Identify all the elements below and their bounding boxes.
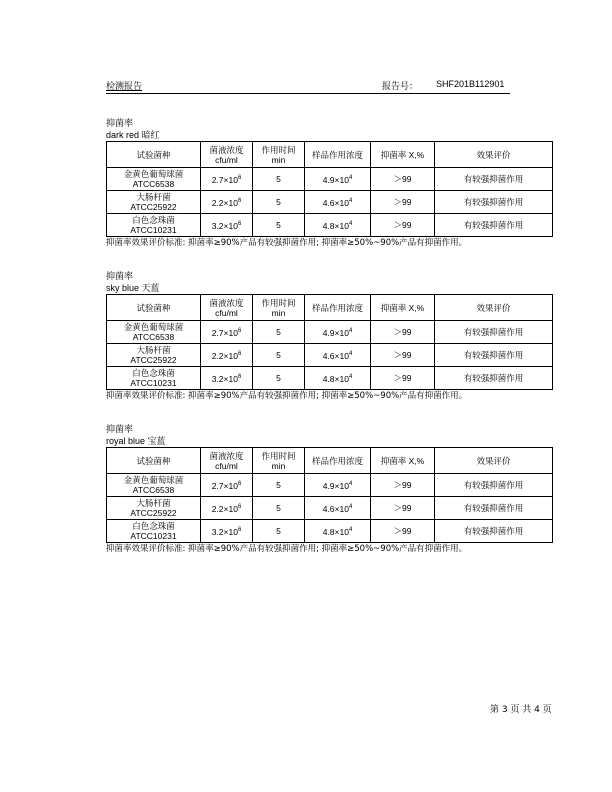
- strain-cell: 金黄色葡萄球菌 ATCC6538: [107, 321, 201, 344]
- concentration-cell: [201, 214, 253, 237]
- rate-cell: ＞99: [371, 497, 435, 520]
- report-title: 检测报告: [106, 82, 143, 92]
- column-header-rate: 抑菌率 X,%: [371, 142, 435, 168]
- rate-cell: ＞99: [371, 214, 435, 237]
- column-header-sample-concentration: 样品作用浓度: [305, 142, 371, 168]
- concentration-base: 3.2×10: [211, 220, 238, 231]
- time-cell: 5: [253, 321, 305, 344]
- table-header-row: [107, 448, 553, 474]
- antibacterial-table: [106, 294, 553, 390]
- evaluation-standard-note: 抑菌率效果评价标准: 抑菌率≥90%产品有较强抑菌作用; 抑菌率≥50%~90%产品有抑菌作用。: [106, 238, 468, 248]
- table-row: [107, 367, 553, 390]
- sample-concentration-exponent: 4: [348, 198, 353, 205]
- sample-color-name: royal blue 宝蓝: [106, 436, 166, 446]
- time-cell: 5: [253, 474, 305, 497]
- sample-concentration-base: 4.9×10: [322, 174, 349, 185]
- sample-concentration-base: 4.8×10: [322, 373, 349, 384]
- concentration-base: 3.2×10: [211, 526, 238, 537]
- column-header-concentration: 菌液浓度 cfu/ml: [201, 448, 253, 474]
- sample-concentration-base: 4.6×10: [322, 503, 349, 514]
- antibacterial-table: [106, 447, 553, 543]
- concentration-base: 2.2×10: [211, 503, 238, 514]
- sample-color-name: dark red 暗红: [106, 130, 160, 140]
- concentration-cell: [201, 497, 253, 520]
- concentration-base: 2.7×10: [211, 327, 238, 338]
- evaluation-cell: 有较强抑菌作用: [435, 520, 553, 543]
- sample-concentration-cell: [305, 321, 371, 344]
- sample-concentration-exponent: 4: [348, 481, 353, 488]
- column-header-sample-concentration: 样品作用浓度: [305, 295, 371, 321]
- strain-cell: 大肠杆菌 ATCC25922: [107, 191, 201, 214]
- column-header-rate: 抑菌率 X,%: [371, 295, 435, 321]
- time-cell: 5: [253, 344, 305, 367]
- time-cell: 5: [253, 520, 305, 543]
- concentration-exponent: 6: [237, 328, 242, 335]
- sample-concentration-exponent: 4: [348, 351, 353, 358]
- sample-concentration-exponent: 4: [348, 374, 353, 381]
- table-row: [107, 168, 553, 191]
- concentration-base: 2.7×10: [211, 174, 238, 185]
- column-header-concentration: 菌液浓度 cfu/ml: [201, 142, 253, 168]
- sample-concentration-exponent: 4: [348, 175, 353, 182]
- column-header-strain: 试验菌种: [107, 448, 201, 474]
- evaluation-cell: 有较强抑菌作用: [435, 191, 553, 214]
- evaluation-cell: 有较强抑菌作用: [435, 474, 553, 497]
- strain-cell: 白色念珠菌 ATCC10231: [107, 520, 201, 543]
- column-header-sample-concentration: 样品作用浓度: [305, 448, 371, 474]
- report-number-label: 报告号：: [382, 82, 419, 92]
- strain-cell: 大肠杆菌 ATCC25922: [107, 497, 201, 520]
- section-title: 抑菌率: [106, 425, 134, 435]
- concentration-base: 3.2×10: [211, 373, 238, 384]
- rate-cell: ＞99: [371, 474, 435, 497]
- rate-cell: ＞99: [371, 367, 435, 390]
- sample-concentration-cell: [305, 168, 371, 191]
- column-header-evaluation: 效果评价: [435, 295, 553, 321]
- evaluation-cell: 有较强抑菌作用: [435, 321, 553, 344]
- evaluation-cell: 有较强抑菌作用: [435, 367, 553, 390]
- evaluation-cell: 有较强抑菌作用: [435, 344, 553, 367]
- table-header-row: [107, 295, 553, 321]
- sample-concentration-exponent: 4: [348, 221, 353, 228]
- rate-cell: ＞99: [371, 168, 435, 191]
- concentration-base: 2.2×10: [211, 197, 238, 208]
- concentration-exponent: 6: [237, 374, 242, 381]
- concentration-cell: [201, 168, 253, 191]
- rate-cell: ＞99: [371, 321, 435, 344]
- sample-concentration-base: 4.8×10: [322, 526, 349, 537]
- evaluation-standard-note: 抑菌率效果评价标准: 抑菌率≥90%产品有较强抑菌作用; 抑菌率≥50%~90%产品有抑菌作用。: [106, 544, 468, 554]
- antibacterial-table: [106, 141, 553, 237]
- sample-concentration-exponent: 4: [348, 328, 353, 335]
- evaluation-cell: 有较强抑菌作用: [435, 168, 553, 191]
- column-header-evaluation: 效果评价: [435, 448, 553, 474]
- concentration-cell: [201, 321, 253, 344]
- strain-cell: 金黄色葡萄球菌 ATCC6538: [107, 474, 201, 497]
- report-header: [106, 79, 510, 94]
- concentration-exponent: 6: [237, 504, 242, 511]
- table-row: [107, 191, 553, 214]
- concentration-exponent: 6: [237, 527, 242, 534]
- strain-cell: 金黄色葡萄球菌 ATCC6538: [107, 168, 201, 191]
- column-header-concentration: 菌液浓度 cfu/ml: [201, 295, 253, 321]
- sample-concentration-cell: [305, 214, 371, 237]
- section-title: 抑菌率: [106, 119, 134, 129]
- strain-cell: 大肠杆菌 ATCC25922: [107, 344, 201, 367]
- column-header-time: 作用时间 min: [253, 142, 305, 168]
- time-cell: 5: [253, 191, 305, 214]
- time-cell: 5: [253, 214, 305, 237]
- rate-cell: ＞99: [371, 344, 435, 367]
- sample-concentration-cell: [305, 344, 371, 367]
- concentration-cell: [201, 344, 253, 367]
- sample-concentration-exponent: 4: [348, 527, 353, 534]
- evaluation-cell: 有较强抑菌作用: [435, 214, 553, 237]
- column-header-time: 作用时间 min: [253, 295, 305, 321]
- table-row: [107, 321, 553, 344]
- table-row: [107, 474, 553, 497]
- sample-concentration-base: 4.6×10: [322, 197, 349, 208]
- sample-concentration-base: 4.8×10: [322, 220, 349, 231]
- sample-concentration-cell: [305, 520, 371, 543]
- section-royal-blue: [106, 425, 552, 555]
- sample-concentration-exponent: 4: [348, 504, 353, 511]
- table-row: [107, 497, 553, 520]
- concentration-exponent: 6: [237, 221, 242, 228]
- table-row: [107, 214, 553, 237]
- time-cell: 5: [253, 367, 305, 390]
- report-number: SHF201B112901: [436, 79, 505, 89]
- table-row: [107, 520, 553, 543]
- sample-concentration-cell: [305, 367, 371, 390]
- time-cell: 5: [253, 168, 305, 191]
- column-header-rate: 抑菌率 X,%: [371, 448, 435, 474]
- concentration-cell: [201, 191, 253, 214]
- strain-cell: 白色念珠菌 ATCC10231: [107, 214, 201, 237]
- concentration-exponent: 6: [237, 198, 242, 205]
- time-cell: 5: [253, 497, 305, 520]
- sample-color-name: sky blue 天蓝: [106, 283, 160, 293]
- column-header-time: 作用时间 min: [253, 448, 305, 474]
- concentration-cell: [201, 367, 253, 390]
- evaluation-standard-note: 抑菌率效果评价标准: 抑菌率≥90%产品有较强抑菌作用; 抑菌率≥50%~90%产品有抑菌作用。: [106, 391, 468, 401]
- table-header-row: [107, 142, 553, 168]
- section-dark-red: [106, 119, 552, 249]
- sample-concentration-base: 4.6×10: [322, 350, 349, 361]
- sample-concentration-cell: [305, 497, 371, 520]
- column-header-strain: 试验菌种: [107, 142, 201, 168]
- sample-concentration-base: 4.9×10: [322, 480, 349, 491]
- page-footer: 第 3 页 共 4 页: [490, 705, 552, 715]
- rate-cell: ＞99: [371, 520, 435, 543]
- section-sky-blue: [106, 272, 552, 402]
- sample-concentration-base: 4.9×10: [322, 327, 349, 338]
- strain-cell: 白色念珠菌 ATCC10231: [107, 367, 201, 390]
- concentration-cell: [201, 474, 253, 497]
- concentration-exponent: 6: [237, 481, 242, 488]
- sample-concentration-cell: [305, 474, 371, 497]
- section-title: 抑菌率: [106, 272, 134, 282]
- column-header-evaluation: 效果评价: [435, 142, 553, 168]
- evaluation-cell: 有较强抑菌作用: [435, 497, 553, 520]
- table-row: [107, 344, 553, 367]
- concentration-base: 2.7×10: [211, 480, 238, 491]
- rate-cell: ＞99: [371, 191, 435, 214]
- concentration-exponent: 6: [237, 175, 242, 182]
- concentration-base: 2.2×10: [211, 350, 238, 361]
- concentration-cell: [201, 520, 253, 543]
- concentration-exponent: 6: [237, 351, 242, 358]
- column-header-strain: 试验菌种: [107, 295, 201, 321]
- sample-concentration-cell: [305, 191, 371, 214]
